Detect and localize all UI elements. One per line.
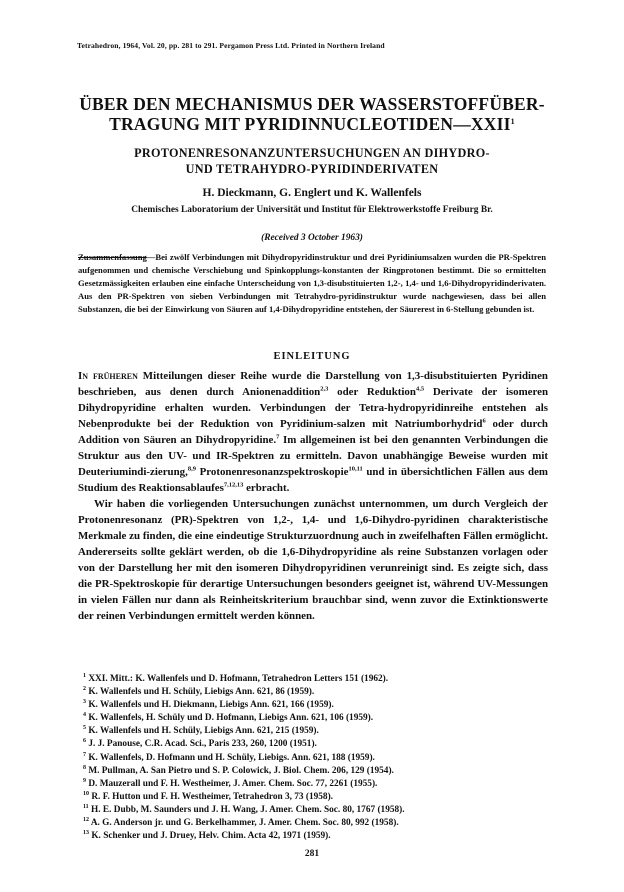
reference-text: J. J. Panouse, C.R. Acad. Sci., Paris 233, 260, 1200 (1951). — [88, 739, 317, 750]
body-text — [78, 368, 548, 624]
reference-text: H. E. Dubb, M. Saunders und J. H. Wang, J. Amer. Chem. Soc. 80, 1767 (1958). — [91, 804, 405, 815]
paragraph-1-text: Mitteilungen dieser Reihe wurde die Darstellung von 1,3-disubstituierten Pyridinen beschrieben, aus denen durch Anionenaddition — [78, 370, 548, 398]
title-line-2 — [40, 114, 584, 134]
paragraph-1 — [78, 368, 548, 496]
reference-item — [83, 752, 553, 765]
reference-text: M. Pullman, A. San Pietro und S. P. Colowick, J. Biol. Chem. 206, 129 (1954). — [88, 765, 394, 776]
section-heading: EINLEITUNG — [273, 351, 351, 362]
reference-item — [83, 712, 553, 725]
reference-item — [83, 817, 553, 830]
citation-mark: 7 — [276, 433, 280, 441]
title-line-2-text: TRAGUNG MIT PYRIDINNUCLEOTIDEN—XXII — [109, 114, 511, 134]
reference-text: XXI. Mitt.: K. Wallenfels und D. Hofmann, Tetrahedron Letters 151 (1962). — [88, 674, 389, 684]
abstract-keyword: Zusammenfassung — [78, 252, 147, 262]
reference-number: 11 — [83, 803, 89, 810]
reference-item — [83, 725, 553, 738]
citation-mark: 10,11 — [348, 465, 363, 473]
reference-item — [83, 673, 553, 686]
reference-item — [83, 738, 553, 751]
paragraph-1-text: oder Reduktion — [328, 386, 416, 398]
reference-number: 6 — [83, 738, 86, 745]
journal-citation: Tetrahedron, 1964, Vol. 20, pp. 281 to 291. Pergamon Press Ltd. Printed in Northern Ireland — [77, 41, 385, 50]
page-number: 281 — [304, 849, 320, 859]
reference-number: 2 — [83, 686, 86, 692]
paragraph-1-text: Im allgemeinen ist bei den genannten Verbindungen die Struktur aus den UV- und IR-Spektren zu ermitteln. Davon unabhängige Beweise wurden mit Deuteriumindi-zierung, — [78, 434, 548, 478]
reference-text: K. Wallenfels und H. Diekmann, Liebigs Ann. 621, 166 (1959). — [88, 700, 334, 711]
paragraph-1-text: Derivate der isomeren Dihydropyridine erhalten wurden. Verbindungen der Tetra-hydropyridinreihe entstehen als Nebenprodukte bei der Reduktion von Pyridinium-salzen mit Natriumborhydrid — [78, 386, 548, 430]
citation-mark: 4,5 — [415, 385, 425, 393]
reference-number: 7 — [83, 751, 86, 758]
paper-subtitle — [60, 145, 564, 177]
reference-text: K. Wallenfels, D. Hofmann und H. Schüly, Liebigs. Ann. 621, 188 (1959). — [88, 752, 375, 763]
reference-number: 1 — [83, 672, 86, 679]
reference-item — [83, 699, 553, 712]
reference-text: K. Wallenfels und H. Schüly, Liebigs Ann. 621, 86 (1959). — [88, 687, 315, 698]
paragraph-2: Wir haben die vorliegenden Untersuchungen zunächst unternommen, um durch Vergleich der Protonenresonanz (PR)-Spektren von 1,2-, 1,4- und 1,6-Dihydro-pyridinen charakteristische Merkmale zu finden, die eine eindeutige Strukturzuordnung auch in zweifelhaften Fällen ermöglicht. Andererseits sollte geklärt werden, ob die 1,6-Dihydropyridine als reine Substanzen vorlagen oder von der Darstellung her mit den isomeren Dihydropyridinen verunreinigt sind. Es zeigte sich, dass die PR-Spektroskopie für derartige Untersuchungen besonders geeignet ist, während UV-Messungen in vielen Fällen nur dann als Reinheitskriterium brauchbar sind, wenn zuvor die Extinktionswerte der reinen Verbindungen ermittelt werden können. — [78, 498, 548, 622]
reference-number: 5 — [83, 725, 86, 732]
received-date: (Received 3 October 1963) — [261, 233, 363, 243]
reference-item — [83, 765, 553, 778]
title-footnote-mark: 1 — [510, 117, 515, 126]
citation-mark: 2,3 — [320, 385, 329, 393]
reference-item — [83, 686, 553, 699]
paragraph-1-lead: In früheren — [78, 370, 138, 382]
reference-item — [83, 804, 553, 817]
subtitle-line-2: UND TETRAHYDRO-PYRIDINDERIVATEN — [185, 162, 439, 176]
reference-text: K. Wallenfels, H. Schüly und D. Hofmann, Liebigs Ann. 621, 106 (1959). — [88, 713, 374, 724]
subtitle-line-1: PROTONENRESONANZUNTERSUCHUNGEN AN DIHYDRO- — [134, 146, 490, 160]
abstract-text: —Bei zwölf Verbindungen mit Dihydropyridinstruktur und drei Pyridiniumsalzen wurden die PR-Spektren aufgenommen und chemische Verschiebung und Spinkopplungs-konstanten der Ringprotonen bestimmt. Die so ermittelten Gesetzmässigkeiten erlauben eine einfache Unterscheidung von 1,3-disubstituierten 1,2-, 1,4- und 1,6-Dihydropyridinderivaten. Aus den PR-Spektren von sieben Verbindungen mit Tetrahydro-pyridinstruktur wurde nachgewiesen, dass bei allen Substanzen, die bei der Einwirkung von Säuren auf 1,4-Dihydropyridine entstehen, der Säurerest in 6-Stellung gebunden ist. — [78, 252, 546, 315]
reference-item — [83, 830, 553, 843]
authors: H. Dieckmann, G. Englert und K. Wallenfels — [202, 187, 422, 199]
reference-number: 4 — [83, 712, 86, 719]
reference-text: R. F. Hutton und F. H. Westheimer, Tetrahedron 3, 73 (1958). — [91, 791, 333, 802]
reference-number: 13 — [83, 830, 89, 837]
reference-number: 12 — [83, 816, 89, 823]
affiliation: Chemisches Laboratorium der Universität und Institut für Elektrowerkstoffe Freiburg Br. — [131, 205, 493, 215]
abstract — [78, 251, 546, 316]
references — [83, 673, 553, 843]
citation-mark: 6 — [482, 417, 486, 425]
reference-text: D. Mauzerall und F. H. Westheimer, J. Amer. Chem. Soc. 77, 2261 (1955). — [88, 778, 378, 789]
reference-text: A. G. Anderson jr. und G. Berkelhammer, J. Amer. Chem. Soc. 80, 992 (1958). — [90, 818, 399, 829]
citation-mark: 7,12,13 — [223, 481, 244, 489]
paragraph-1-text: und in übersichtlichen Fällen aus dem Studium des Reaktionsablaufes — [78, 466, 548, 494]
paragraph-1-text: Protonenresonanzspektroskopie — [195, 466, 349, 478]
paper-title — [40, 94, 584, 134]
paragraph-1-text: erbracht. — [243, 482, 290, 494]
reference-text: K. Schenker und J. Druey, Helv. Chim. Acta 42, 1971 (1959). — [91, 831, 331, 842]
paragraph-1-text: oder durch Addition von Säuren an Dihydropyridine. — [78, 418, 548, 446]
reference-number: 8 — [83, 764, 86, 771]
title-line-1: ÜBER DEN MECHANISMUS DER WASSERSTOFFÜBER- — [79, 94, 545, 114]
reference-text: K. Wallenfels und H. Schüly, Liebigs Ann. 621, 215 (1959). — [88, 726, 319, 737]
reference-number: 3 — [83, 699, 86, 706]
reference-item — [83, 791, 553, 804]
reference-item — [83, 778, 553, 791]
reference-number: 10 — [83, 790, 89, 797]
citation-mark: 8,9 — [187, 465, 196, 473]
reference-number: 9 — [83, 777, 86, 784]
